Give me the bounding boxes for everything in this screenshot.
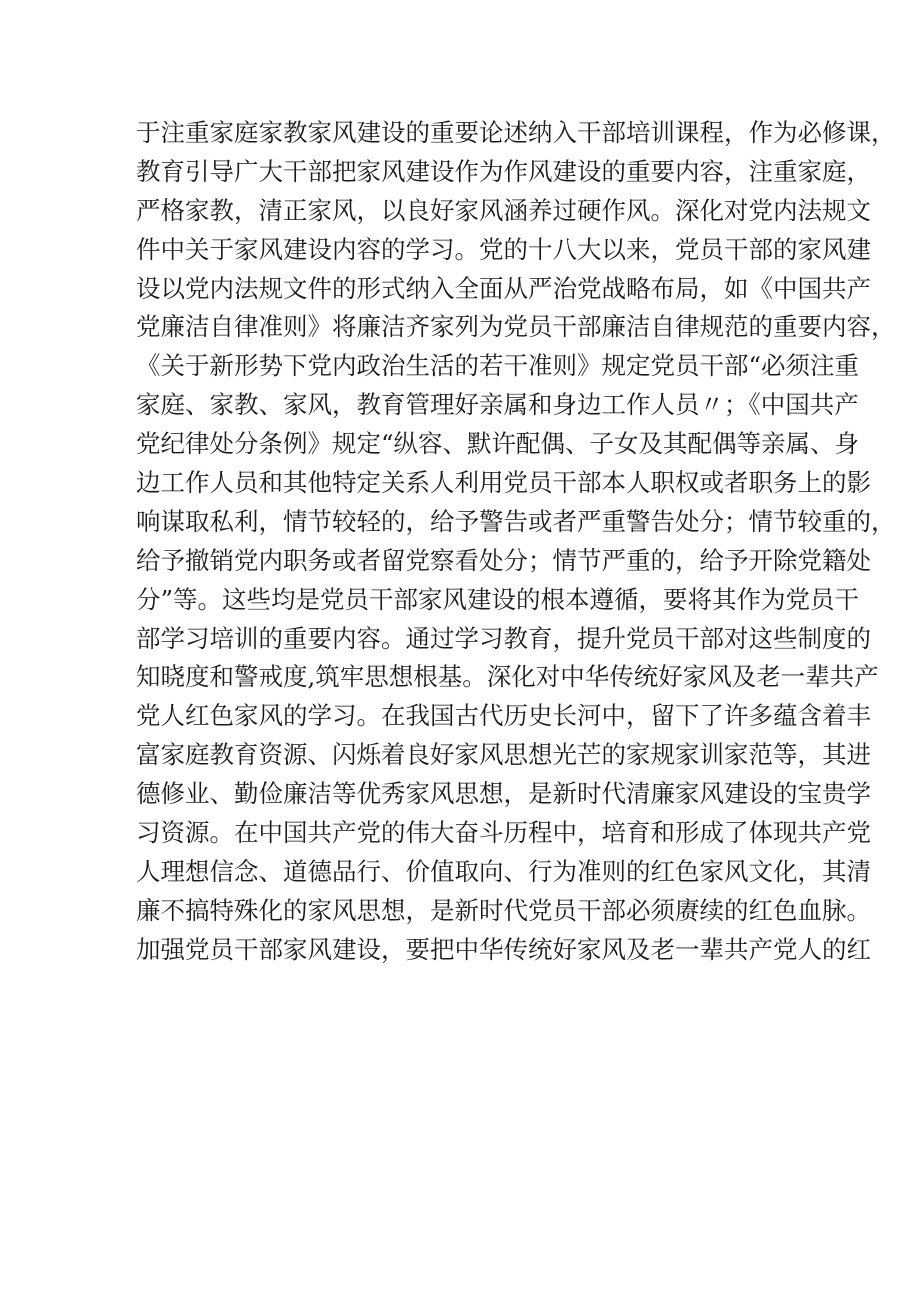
text-line: 德修业、勤俭廉洁等优秀家风思想，是新时代清廉家风建设的宝贵学 (136, 779, 871, 809)
text-line: 党廉洁自律准则》将廉洁齐家列为党员干部廉洁自律规范的重要内容， (136, 312, 896, 342)
text-line: 富家庭教育资源、闪烁着良好家风思想光芒的家规家训家范等，其进 (136, 740, 871, 770)
text-line: 党纪律处分条例》规定“纵容、默许配偶、子女及其配偶等亲属、身 (136, 429, 860, 459)
text-line: 给予撤销党内职务或者留党察看处分；情节严重的，给予开除党籍处 (136, 545, 871, 575)
text-line: 家庭、家教、家风，教育管理好亲属和身边工作人员〃；《中国共产 (136, 390, 859, 420)
text-line: 加强党员干部家风建设，要把中华传统好家风及老一辈共产党人的红 (136, 934, 871, 964)
text-line: 教育引导广大干部把家风建设作为作风建设的重要内容，注重家庭， (136, 156, 871, 186)
text-line: 知晓度和警戒度,筑牢思想根基。深化对中华传统好家风及老一辈共产 (136, 662, 879, 692)
text-line: 边工作人员和其他特定关系人利用党员干部本人职权或者职务上的影 (136, 468, 871, 498)
text-line: 人理想信念、道德品行、价值取向、行为准则的红色家风文化，其清 (136, 856, 871, 886)
text-line: 党人红色家风的学习。在我国古代历史长河中，留下了许多蕴含着丰 (136, 701, 871, 731)
text-line: 于注重家庭家教家风建设的重要论述纳入干部培训课程，作为必修课， (136, 118, 896, 147)
text-line: 件中关于家风建设内容的学习。党的十八大以来，党员干部的家风建 (136, 234, 871, 264)
text-line: 廉不搞特殊化的家风思想，是新时代党员干部必须赓续的红色血脉。 (136, 895, 871, 925)
text-line: 部学习培训的重要内容。通过学习教育，提升党员干部对这些制度的 (136, 623, 871, 653)
text-line: 严格家教，清正家风，以良好家风涵养过硬作风。深化对党内法规文 (136, 195, 871, 225)
text-line: 《关于新形势下党内政治生活的若干准则》规定党员干部“必须注重 (136, 351, 860, 381)
text-line: 习资源。在中国共产党的伟大奋斗历程中，培育和形成了体现共产党 (136, 818, 871, 848)
text-line: 分”等。这些均是党员干部家风建设的根本遵循，要将其作为党员干 (136, 584, 860, 614)
text-line: 响谋取私利，情节较轻的，给予警告或者严重警告处分；情节较重的， (136, 506, 896, 536)
text-line: 设以党内法规文件的形式纳入全面从严治党战略布局，如《中国共产 (136, 273, 871, 303)
body-text (136, 114, 896, 970)
